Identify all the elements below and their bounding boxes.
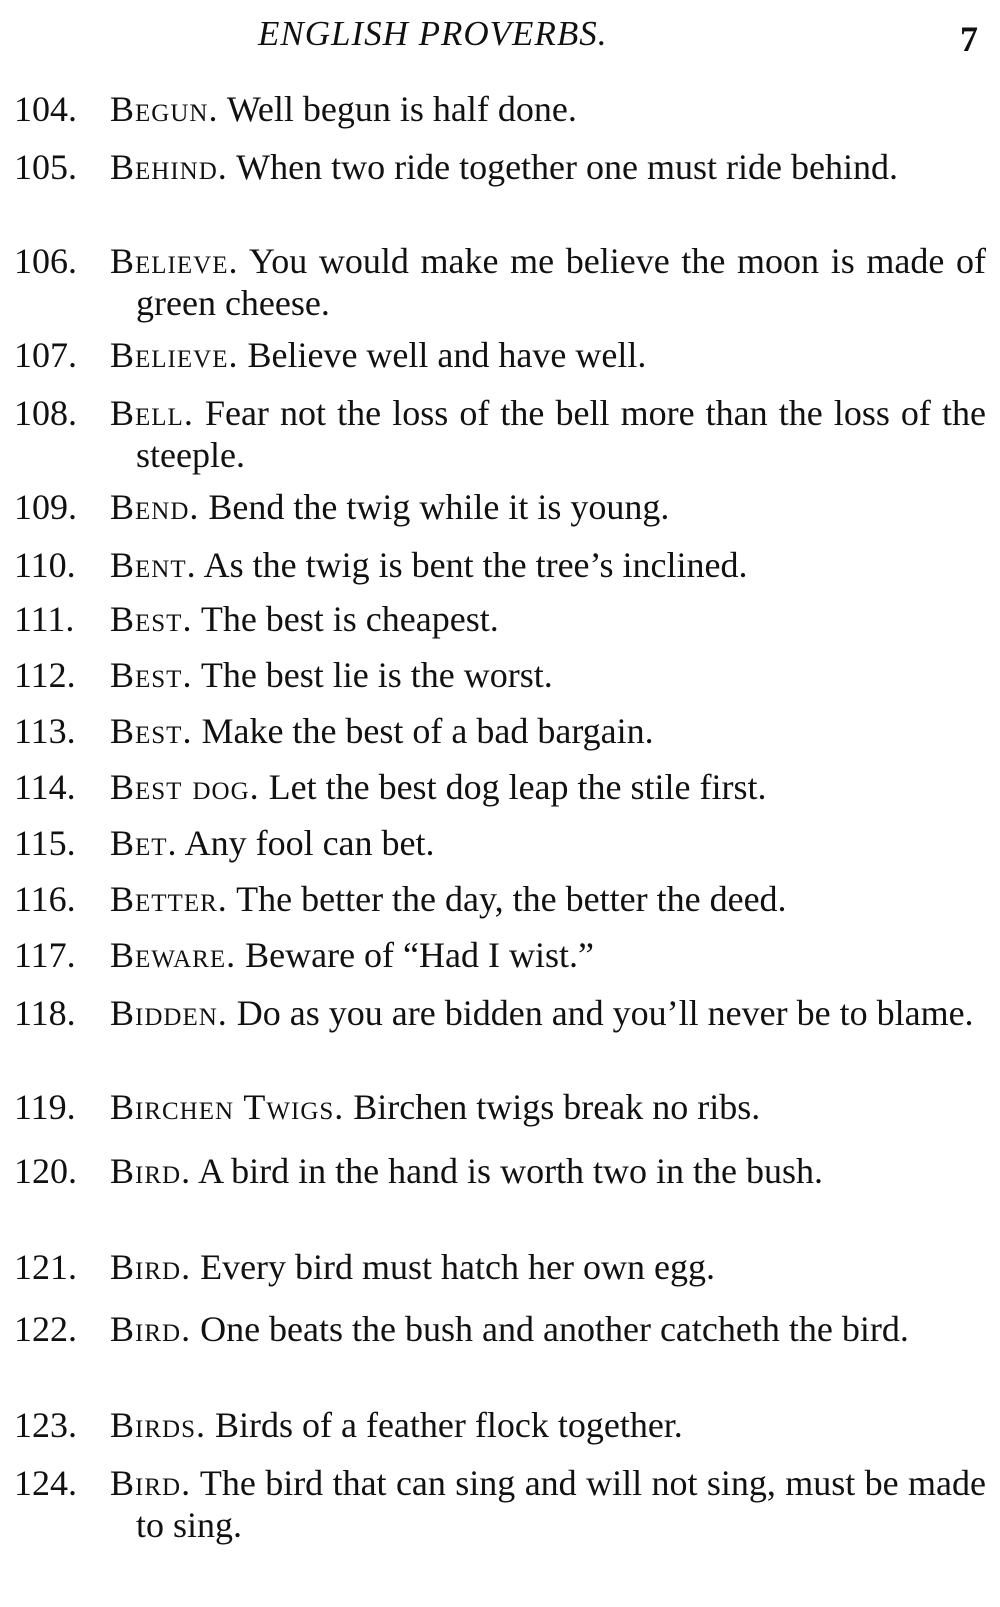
proverb-number: 116. [14, 879, 76, 919]
proverb-keyword: Birchen Twigs. [110, 1087, 345, 1127]
proverb-number: 110. [14, 545, 76, 585]
proverb-number: 108. [14, 393, 77, 433]
proverb-keyword: Bent. [110, 545, 197, 585]
proverb-body [110, 654, 986, 696]
proverb-body [110, 1308, 986, 1350]
proverb-entry [14, 598, 986, 640]
proverb-entry [14, 878, 986, 920]
proverb-body [110, 992, 986, 1034]
proverb-entry [14, 1462, 986, 1546]
proverb-number: 117. [14, 935, 76, 975]
proverb-keyword: Bird. [110, 1247, 192, 1287]
proverb-entry [14, 766, 986, 808]
proverb-body [110, 1462, 986, 1546]
proverb-body [110, 878, 986, 920]
proverb-body [110, 822, 986, 864]
proverb-body [110, 1086, 986, 1128]
proverb-keyword: Bell. [110, 393, 194, 433]
proverb-text: Make the best of a bad bargain. [201, 711, 654, 751]
proverb-number: 118. [14, 993, 76, 1033]
proverb-keyword: Beware. [110, 935, 237, 975]
proverb-entry [14, 934, 986, 976]
proverb-text: The best is cheapest. [200, 599, 499, 639]
proverb-entry [14, 392, 986, 476]
proverb-keyword: Better. [110, 879, 228, 919]
proverb-keyword: Believe. [110, 241, 239, 281]
proverb-number: 119. [14, 1087, 76, 1127]
proverb-body [110, 544, 986, 586]
page-header [0, 14, 1000, 64]
proverb-number: 109. [14, 487, 77, 527]
proverb-body [110, 598, 986, 640]
proverb-keyword: Bird. [110, 1151, 192, 1191]
proverb-body [110, 392, 986, 476]
proverb-body [110, 1404, 986, 1446]
proverb-keyword: Bird. [110, 1463, 192, 1503]
proverb-text: Any fool can bet. [184, 823, 435, 863]
proverb-text: As the twig is bent the tree’s inclined. [203, 545, 748, 585]
proverb-text: Birchen twigs break no ribs. [353, 1087, 761, 1127]
proverb-text: Birds of a feather flock together. [214, 1405, 683, 1445]
proverb-text: Do as you are bidden and you’ll never be to blame. [236, 993, 974, 1033]
proverb-text: Believe well and have well. [247, 335, 647, 375]
proverb-entry [14, 710, 986, 752]
proverb-number: 111. [14, 599, 75, 639]
proverb-keyword: Bet. [110, 823, 178, 863]
proverb-keyword: Bend. [110, 487, 200, 527]
proverb-text: Well begun is half done. [226, 89, 577, 129]
proverb-number: 105. [14, 147, 77, 187]
proverb-entry [14, 88, 986, 130]
proverb-entry [14, 1308, 986, 1350]
proverb-number: 114. [14, 767, 76, 807]
proverb-text: When two ride together one must ride behind. [236, 147, 898, 187]
proverb-body [110, 334, 986, 376]
proverb-entry [14, 1404, 986, 1446]
proverb-keyword: Believe. [110, 335, 239, 375]
page-number: 7 [960, 19, 978, 59]
proverb-text: You would make me believe the moon is made of green cheese. [136, 241, 986, 323]
proverb-body [110, 240, 986, 324]
proverb-keyword: Best. [110, 655, 193, 695]
proverb-text: Beware of “Had I wist.” [245, 935, 594, 975]
proverb-entry [14, 1246, 986, 1288]
proverb-entry [14, 992, 986, 1034]
proverb-keyword: Best. [110, 711, 193, 751]
proverb-keyword: Best dog. [110, 767, 260, 807]
proverb-number: 124. [14, 1463, 77, 1503]
proverb-body [110, 710, 986, 752]
proverb-entry [14, 240, 986, 324]
proverb-entry [14, 334, 986, 376]
proverb-keyword: Bird. [110, 1309, 192, 1349]
proverb-body [110, 1150, 986, 1192]
running-title: ENGLISH PROVERBS. [258, 14, 608, 53]
proverb-keyword: Birds. [110, 1405, 206, 1445]
proverb-text: Bend the twig while it is young. [208, 487, 670, 527]
proverb-text: A bird in the hand is worth two in the bush. [198, 1151, 824, 1191]
proverb-body [110, 1246, 986, 1288]
proverb-text: The best lie is the worst. [200, 655, 553, 695]
proverb-entry [14, 486, 986, 528]
proverb-number: 122. [14, 1309, 77, 1349]
proverb-number: 123. [14, 1405, 77, 1445]
proverb-keyword: Behind. [110, 147, 228, 187]
proverb-number: 121. [14, 1247, 77, 1287]
proverb-body [110, 486, 986, 528]
proverb-body [110, 88, 986, 130]
proverb-keyword: Begun. [110, 89, 219, 129]
proverb-text: The bird that can sing and will not sing, must be made to sing. [136, 1463, 986, 1545]
proverb-number: 104. [14, 89, 77, 129]
proverb-number: 120. [14, 1151, 77, 1191]
proverb-entry [14, 1150, 986, 1192]
proverb-number: 113. [14, 711, 76, 751]
proverb-keyword: Best. [110, 599, 193, 639]
proverb-number: 112. [14, 655, 76, 695]
proverb-number: 106. [14, 241, 77, 281]
proverb-text: Every bird must hatch her own egg. [200, 1247, 715, 1287]
proverb-number: 107. [14, 335, 77, 375]
proverb-body [110, 146, 986, 188]
proverb-text: Fear not the loss of the bell more than the loss of the steeple. [136, 393, 987, 475]
proverb-body [110, 766, 986, 808]
proverb-entry [14, 654, 986, 696]
proverb-entry [14, 146, 986, 188]
proverb-text: Let the best dog leap the stile first. [268, 767, 767, 807]
proverb-entry [14, 544, 986, 586]
proverb-keyword: Bidden. [110, 993, 228, 1033]
proverb-body [110, 934, 986, 976]
proverb-entry [14, 822, 986, 864]
proverb-entry [14, 1086, 986, 1128]
proverb-text: The better the day, the better the deed. [236, 879, 787, 919]
proverb-text: One beats the bush and another catcheth the bird. [200, 1309, 909, 1349]
proverb-number: 115. [14, 823, 76, 863]
